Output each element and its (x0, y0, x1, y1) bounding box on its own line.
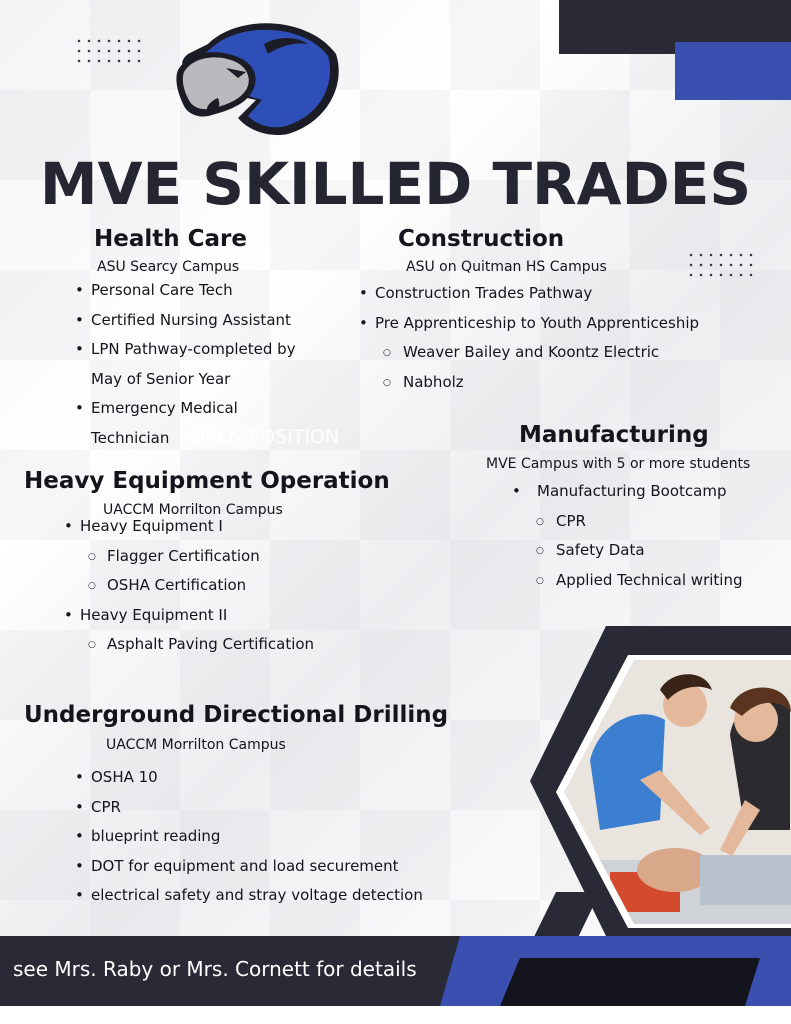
health-care-campus: ASU Searcy Campus (97, 259, 240, 275)
footer-text: see Mrs. Raby or Mrs. Cornett for details (13, 957, 417, 981)
list-item: • Heavy Equipment I (64, 512, 314, 542)
list-item: • Personal Care Tech (75, 276, 296, 306)
sub-list-item: ○ OSHA Certification (64, 571, 314, 601)
sub-list-item: ○ Asphalt Paving Certification (64, 630, 314, 660)
list-item: • DOT for equipment and load securement (75, 852, 423, 882)
list-item: • Construction Trades Pathway (359, 279, 699, 309)
manufacturing-title: Manufacturing (519, 422, 709, 448)
list-item: • Pre Apprenticeship to Youth Apprenticeship (359, 309, 699, 339)
list-item-continuation: Technician (91, 428, 170, 447)
sub-list-item: ○ CPR (512, 507, 742, 537)
drilling-campus: UACCM Morrilton Campus (106, 737, 286, 753)
list-item: • Certified Nursing Assistant (75, 306, 296, 336)
construction-campus: ASU on Quitman HS Campus (406, 259, 607, 275)
list-item: • Heavy Equipment II (64, 601, 314, 631)
sub-list-item: ○ Safety Data (512, 536, 742, 566)
list-item: • OSHA 10 (75, 763, 423, 793)
health-care-title: Health Care (94, 226, 247, 252)
sub-list-item: ○ Weaver Bailey and Koontz Electric (359, 338, 699, 368)
list-item: • Emergency Medical (75, 394, 296, 424)
list-item-continuation: May of Senior Year (91, 369, 231, 388)
page-title: MVE SKILLED TRADES (39, 150, 752, 218)
sub-list-item: ○ Flagger Certification (64, 542, 314, 572)
manufacturing-campus: MVE Campus with 5 or more students (486, 456, 751, 472)
list-item: • Manufacturing Bootcamp (512, 477, 742, 507)
list-item: • blueprint reading (75, 822, 423, 852)
list-item: • LPN Pathway-completed by (75, 335, 296, 365)
ghost-watermark-text: OPEN POSITION (190, 426, 340, 448)
drilling-title: Underground Directional Drilling (24, 702, 449, 728)
bottom-strip (0, 1006, 791, 1024)
list-item: • electrical safety and stray voltage detection (75, 881, 423, 911)
heavy-equipment-campus: UACCM Morrilton Campus (103, 502, 283, 518)
sub-list-item: ○ Nabholz (359, 368, 699, 398)
sub-list-item: ○ Applied Technical writing (512, 566, 742, 596)
list-item: • CPR (75, 793, 423, 823)
heavy-equipment-title: Heavy Equipment Operation (24, 468, 390, 494)
construction-title: Construction (398, 226, 565, 252)
